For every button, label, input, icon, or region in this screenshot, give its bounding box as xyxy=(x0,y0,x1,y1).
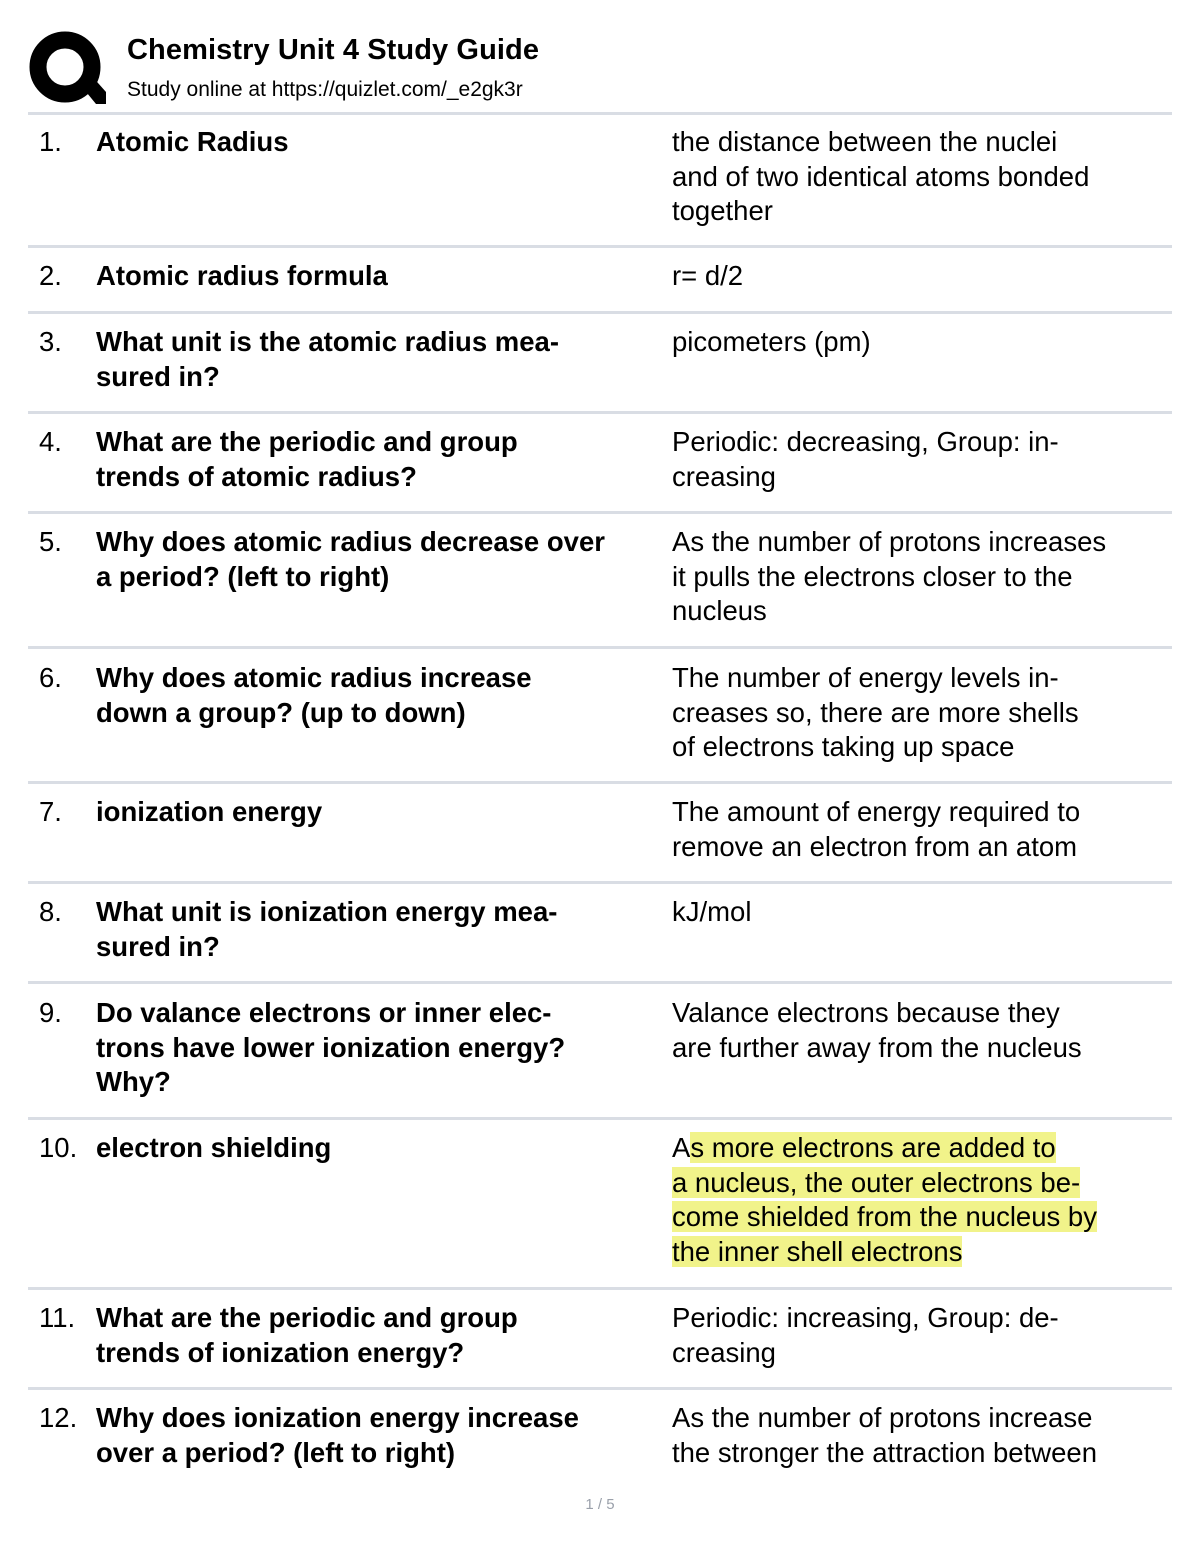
page-indicator: 1 / 5 xyxy=(585,1496,615,1513)
definition-line xyxy=(672,1166,1172,1201)
definition-line: creasing xyxy=(672,1336,776,1368)
card-number: 7. xyxy=(39,796,62,827)
highlighted-text: s more electrons are added to xyxy=(690,1132,1056,1163)
card-definition xyxy=(672,1131,1172,1269)
card-term xyxy=(96,425,666,494)
highlighted-text: a nucleus, the outer electrons be- xyxy=(672,1166,1081,1198)
card-definition xyxy=(672,996,1172,1065)
term-line: trons have lower ionization energy? xyxy=(96,1031,566,1063)
definition-line: r= d/2 xyxy=(672,260,744,291)
card-number: 4. xyxy=(39,426,62,457)
row-divider xyxy=(28,411,1172,414)
term-line: Why does atomic radius increase xyxy=(96,662,532,693)
card-term xyxy=(96,661,666,730)
definition-line: The amount of energy required to xyxy=(672,796,1081,827)
definition-line: remove an electron from an atom xyxy=(672,830,1078,862)
card-number: 11. xyxy=(39,1302,76,1333)
definition-line: of electrons taking up space xyxy=(672,731,1015,762)
page-title: Chemistry Unit 4 Study Guide xyxy=(127,34,540,66)
definition-line xyxy=(672,1131,1172,1166)
term-line: Do valance electrons or inner elec- xyxy=(96,997,552,1028)
row-divider xyxy=(28,881,1172,884)
definition-line xyxy=(672,1235,1172,1270)
definition-line: Periodic: decreasing, Group: in- xyxy=(672,426,1059,457)
card-definition xyxy=(672,1301,1172,1370)
term-line: down a group? (up to down) xyxy=(96,696,466,728)
card-number: 12. xyxy=(39,1402,78,1433)
definition-line: As the number of protons increase xyxy=(672,1402,1093,1433)
highlighted-text: the inner shell electrons xyxy=(672,1235,963,1267)
card-term xyxy=(96,895,666,964)
card-term xyxy=(96,795,666,830)
row-divider xyxy=(28,646,1172,649)
card-number: 5. xyxy=(39,526,62,557)
row-divider xyxy=(28,311,1172,314)
row-divider xyxy=(28,1387,1172,1390)
term-line: Why does atomic radius decrease over xyxy=(96,526,605,557)
term-line: trends of ionization energy? xyxy=(96,1336,465,1368)
term-line: Atomic radius formula xyxy=(96,260,388,291)
card-number: 2. xyxy=(39,260,62,291)
definition-line: the stronger the attraction between xyxy=(672,1436,1097,1468)
row-divider xyxy=(28,981,1172,984)
card-definition xyxy=(672,795,1172,864)
term-line: over a period? (left to right) xyxy=(96,1436,456,1468)
row-divider xyxy=(28,1117,1172,1120)
definition-line: picometers (pm) xyxy=(672,326,871,357)
study-link[interactable]: Study online at https://quizlet.com/_e2gk3r xyxy=(127,78,523,101)
card-definition xyxy=(672,525,1172,629)
term-line: Atomic Radius xyxy=(96,126,289,157)
card-term xyxy=(96,325,666,394)
card-definition xyxy=(672,425,1172,494)
term-line: What unit is ionization energy mea- xyxy=(96,896,558,927)
definition-line: together xyxy=(672,195,773,226)
definition-line xyxy=(672,1200,1172,1235)
card-definition xyxy=(672,325,1172,360)
definition-line: it pulls the electrons closer to the xyxy=(672,560,1073,592)
term-line: Why? xyxy=(96,1066,171,1097)
definition-plain-text: A xyxy=(672,1132,691,1163)
card-definition xyxy=(672,1401,1172,1470)
row-divider xyxy=(28,511,1172,514)
term-line: ionization energy xyxy=(96,796,323,827)
quizlet-q-icon xyxy=(28,30,108,110)
row-divider xyxy=(28,1287,1172,1290)
card-term xyxy=(96,259,666,294)
card-number: 9. xyxy=(39,997,62,1028)
header xyxy=(28,28,1172,108)
card-term xyxy=(96,1301,666,1370)
term-line: Why does ionization energy increase xyxy=(96,1402,579,1433)
card-number: 6. xyxy=(39,662,62,693)
card-number: 1. xyxy=(39,126,62,157)
card-definition xyxy=(672,661,1172,765)
card-term xyxy=(96,996,666,1100)
definition-line: As the number of protons increases xyxy=(672,526,1107,557)
definition-line: Valance electrons because they xyxy=(672,997,1060,1028)
card-term xyxy=(96,1131,666,1166)
term-line: What unit is the atomic radius mea- xyxy=(96,326,559,357)
definition-line: nucleus xyxy=(672,595,767,626)
definition-line: kJ/mol xyxy=(672,896,752,927)
definition-line: creasing xyxy=(672,460,776,492)
card-term xyxy=(96,525,666,594)
card-definition xyxy=(672,125,1172,229)
definition-line: the distance between the nuclei xyxy=(672,126,1058,157)
definition-line: are further away from the nucleus xyxy=(672,1031,1082,1063)
row-divider xyxy=(28,245,1172,248)
header-divider xyxy=(28,112,1172,115)
term-line: sured in? xyxy=(96,360,220,392)
card-number: 3. xyxy=(39,326,62,357)
card-definition xyxy=(672,895,1172,930)
card-number: 10. xyxy=(39,1132,78,1163)
card-definition xyxy=(672,259,1172,294)
definition-line: creases so, there are more shells xyxy=(672,696,1079,728)
card-term xyxy=(96,1401,666,1470)
term-line: sured in? xyxy=(96,930,220,962)
term-line: What are the periodic and group xyxy=(96,1302,518,1333)
definition-line: The number of energy levels in- xyxy=(672,662,1059,693)
definition-line: and of two identical atoms bonded xyxy=(672,160,1090,192)
definition-line: Periodic: increasing, Group: de- xyxy=(672,1302,1059,1333)
card-term xyxy=(96,125,666,160)
term-line: What are the periodic and group xyxy=(96,426,518,457)
highlighted-text: come shielded from the nucleus by xyxy=(672,1201,1097,1232)
term-line: electron shielding xyxy=(96,1132,332,1163)
term-line: trends of atomic radius? xyxy=(96,460,417,492)
term-line: a period? (left to right) xyxy=(96,560,390,592)
card-number: 8. xyxy=(39,896,62,927)
row-divider xyxy=(28,781,1172,784)
